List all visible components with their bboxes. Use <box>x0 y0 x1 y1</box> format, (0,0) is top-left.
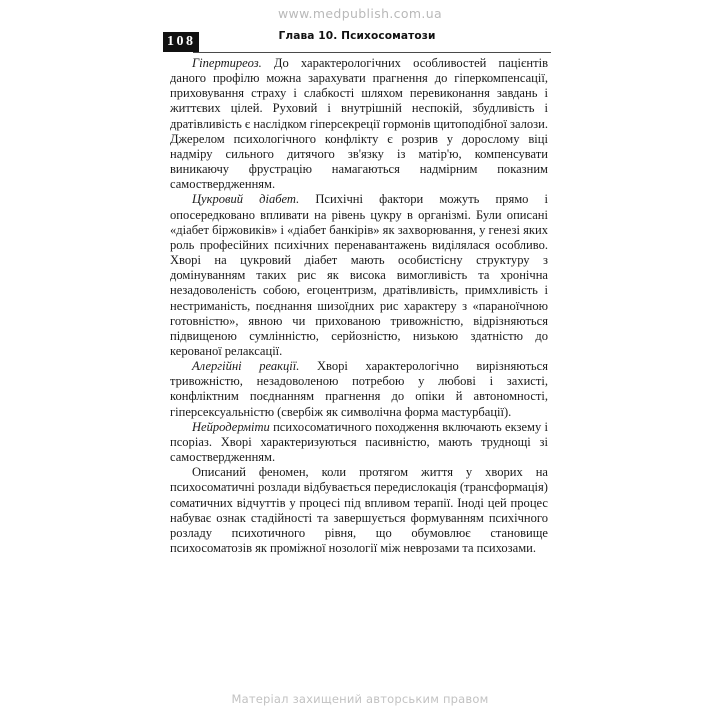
paragraph-text: Психічні фактори можуть прямо і опосередковано впливати на рівень цукру в організмі. Були описані «діабет біржовиків» і «діабет банкірів» як захворювання, у генезі яких роль професійних психічних перенавантажень виділялася особливо. Хворі на цукровий діабет мають особистісну структуру з домінуванням таких рис як висока вимогливість та хронічна незадоволеність собою, егоцентризм, дратівливість, примхливість і нестриманість, поєднання шизоїдних рис характеру з «параноїчною готовністю», явною чи прихованою тривожністю, відрізняються підвищеною сумлінністю, серйозністю, низькою здатністю до керованої релаксації. <box>170 192 549 358</box>
paragraph-lead-term: Гіпертиреоз. <box>192 56 262 70</box>
paragraph <box>170 192 548 359</box>
page-body <box>170 56 548 556</box>
paragraph <box>170 420 548 465</box>
paragraph-lead-term: Нейродерміти <box>192 419 270 434</box>
paragraph-lead-term: Алергійні реакції. <box>192 359 300 374</box>
paragraph-text: Хворі характерологічно вирізняються тривожністю, незадоволеною потребою у любові і захисті, конфліктним поєднанням прагнення до опіки й автономності, гіперсексуальністю (свербіж як символічна форма мастурбації). <box>170 359 548 419</box>
paragraph-text: Описаний феномен, коли протягом життя у хворих на психосоматичні розлади відбувається передислокація (трансформація) соматичних відчуттів у процесі під впливом терапії. Іноді цей процес набуває ознак стадійності та завершується формуванням психічного розладу психотичного рівня, що обумовлює становище психосоматозів як проміжної нозології між неврозами та психозами. <box>170 465 548 555</box>
chapter-title: Глава 10. Психосоматози <box>278 30 436 42</box>
page-number-badge: 108 <box>163 32 199 52</box>
paragraph-lead-term: Цукровий діабет. <box>192 192 300 207</box>
bottom-watermark: Матеріал захищений авторським правом <box>231 692 489 706</box>
paragraph <box>170 465 548 556</box>
paragraph-text: До характерологічних особливостей пацієнтів даного профілю можна зарахувати прагнення до гіперкомпенсації, приховування страху і слабкості шляхом перевиконання завдань і життєвих цілей. Руховий і внутрішній неспокій, збудливість і дратівливість є наслідком гіперсекреції гормонів щитоподібної залози. Джерелом психологічного конфлікту є розрив у дорослому віці надміру сильного дитячого зв'язку із матір'ю, компенсувати виникаючу фрустрацію намагаються надмірним показним самоствердженням. <box>170 56 548 192</box>
page-header <box>163 30 551 56</box>
header-rule <box>193 52 551 53</box>
paragraph-text: психосоматичного походження включають екзему і псоріаз. Хворі характеризуються пасивністю, мають труднощі зі самоствердженням. <box>170 419 548 465</box>
paragraph <box>170 359 548 420</box>
paragraph <box>170 56 548 192</box>
top-watermark: www.medpublish.com.ua <box>277 6 443 21</box>
